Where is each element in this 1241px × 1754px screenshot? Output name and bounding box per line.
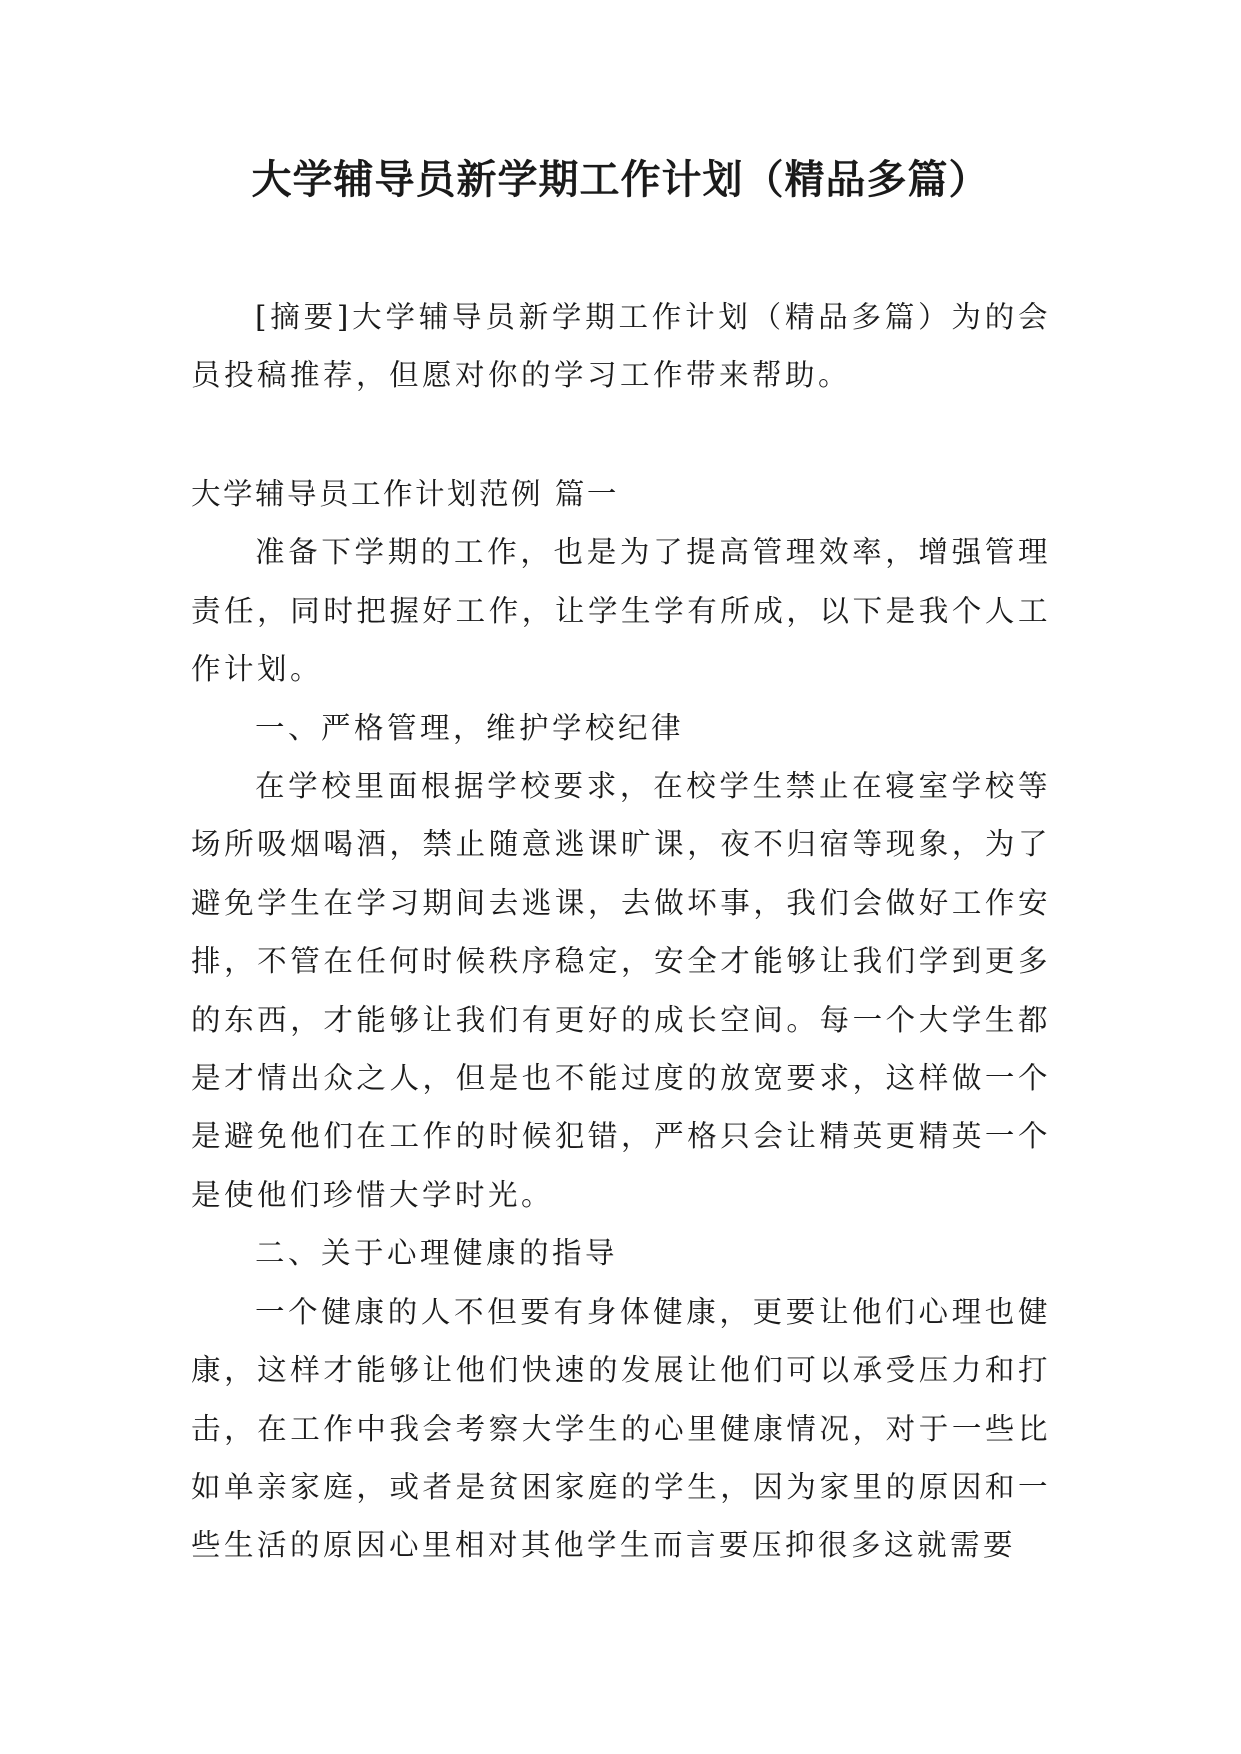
subsection-heading: 一、严格管理，维护学校纪律: [255, 710, 685, 745]
abstract-paragraph: [摘要]大学辅导员新学期工作计划（精品多篇）为的会员投稿推荐，但愿对你的学习工作带来帮助。: [191, 300, 1051, 393]
document-body: [191, 465, 1051, 1575]
body-paragraph: 一个健康的人不但要有身体健康，更要让他们心理也健康，这样才能够让他们快速的发展让他们可以承受压力和打击，在工作中我会考察大学生的心里健康情况，对于一些比如单亲家庭，或者是贫困家庭的学生，因为家里的原因和一些生活的原因心里相对其他学生而言要压抑很多这就需要: [191, 1294, 1051, 1563]
body-paragraph: 在学校里面根据学校要求，在校学生禁止在寝室学校等场所吸烟喝酒，禁止随意逃课旷课，夜不归宿等现象，为了避免学生在学习期间去逃课，去做坏事，我们会做好工作安排，不管在任何时候秩序稳定，安全才能够让我们学到更多的东西，才能够让我们有更好的成长空间。每一个大学生都是才情出众之人，但是也不能过度的放宽要求，这样做一个是避免他们在工作的时候犯错，严格只会让精英更精英一个是使他们珍惜大学时光。: [191, 769, 1051, 1212]
section-heading: 大学辅导员工作计划范例 篇一: [191, 477, 619, 511]
subsection-heading: 二、关于心理健康的指导: [255, 1236, 619, 1271]
body-paragraph: 准备下学期的工作，也是为了提高管理效率，增强管理责任，同时把握好工作，让学生学有所成，以下是我个人工作计划。: [191, 535, 1051, 687]
document-title: 大学辅导员新学期工作计划（精品多篇）: [251, 157, 990, 203]
